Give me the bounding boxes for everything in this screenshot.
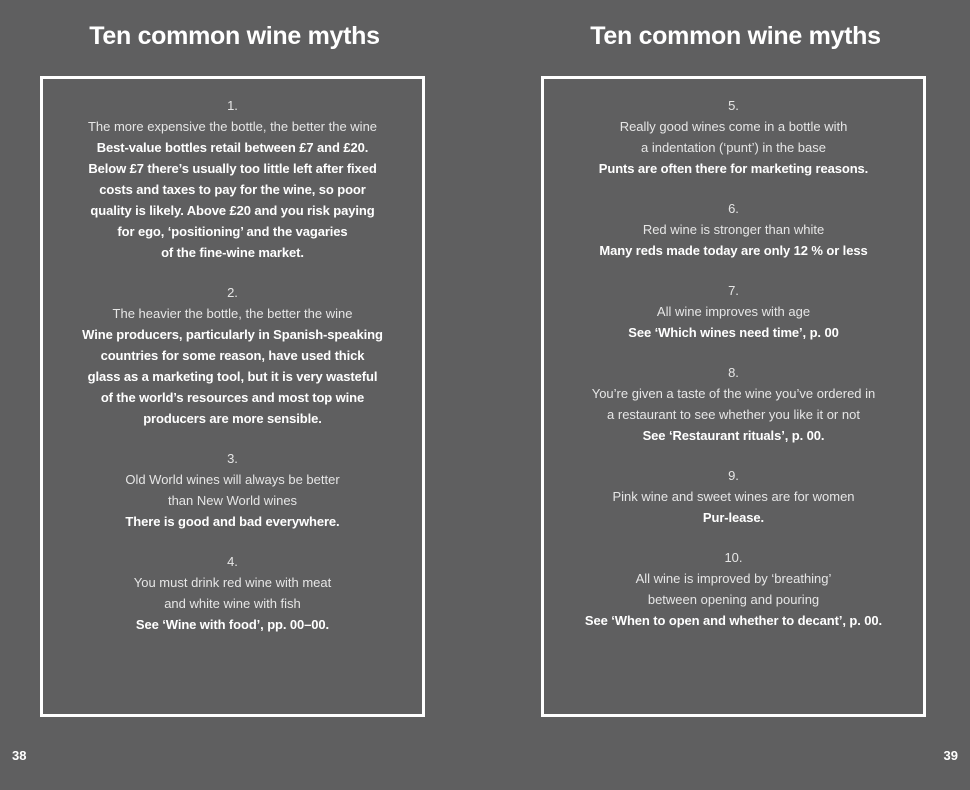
- myths-list: [544, 79, 923, 631]
- myth-number: 1.: [227, 98, 238, 113]
- myth-answer: Pur-lease.: [702, 510, 765, 525]
- myths-frame: [541, 76, 926, 717]
- myth-item: [53, 282, 412, 429]
- myth-number: 2.: [227, 285, 238, 300]
- myth-item: [554, 547, 913, 631]
- page-number: 39: [943, 748, 958, 763]
- myth-item: [53, 448, 412, 532]
- myth-answer: Punts are often there for marketing reasons.: [598, 161, 869, 176]
- myth-answer: Many reds made today are only 12 % or less: [599, 243, 868, 258]
- myth-number: 7.: [728, 283, 739, 298]
- myth-claim: Pink wine and sweet wines are for women: [612, 489, 855, 504]
- myth-number: 9.: [728, 468, 739, 483]
- myth-number: 3.: [227, 451, 238, 466]
- myth-claim: You must drink red wine with meat and white wine with fish: [133, 575, 332, 611]
- myth-number: 10.: [724, 550, 743, 565]
- myth-item: [53, 551, 412, 635]
- myth-answer: See ‘Restaurant rituals’, p. 00.: [642, 428, 825, 443]
- myth-item: [554, 95, 913, 179]
- myth-number: 6.: [728, 201, 739, 216]
- myth-answer: See ‘When to open and whether to decant’, p. 00.: [584, 613, 883, 628]
- page-number: 38: [12, 748, 27, 763]
- myth-claim: Old World wines will always be better than New World wines: [125, 472, 340, 508]
- myth-answer: See ‘Wine with food’, pp. 00–00.: [135, 617, 330, 632]
- myth-number: 8.: [728, 365, 739, 380]
- page-title: Ten common wine myths: [590, 22, 881, 50]
- myth-claim: All wine improves with age: [656, 304, 811, 319]
- myth-item: [554, 362, 913, 446]
- myth-item: [554, 465, 913, 528]
- myth-claim: All wine is improved by ‘breathing’ between opening and pouring: [635, 571, 832, 607]
- myth-answer: There is good and bad everywhere.: [125, 514, 340, 529]
- myth-answer: Wine producers, particularly in Spanish-speaking countries for some reason, have used thick glass as a marketing tool, but it is very wasteful of the world’s resources and most top wine producers are more sensible.: [82, 327, 383, 426]
- page-title: Ten common wine myths: [89, 22, 380, 50]
- myth-claim: You’re given a taste of the wine you’ve ordered in a restaurant to see whether you like it or not: [591, 386, 876, 422]
- myth-claim: The more expensive the bottle, the better the wine: [87, 119, 378, 134]
- myth-item: [554, 198, 913, 261]
- myths-frame: [40, 76, 425, 717]
- myth-claim: Red wine is stronger than white: [642, 222, 825, 237]
- myth-claim: Really good wines come in a bottle with a indentation (‘punt’) in the base: [619, 119, 848, 155]
- myth-item: [554, 280, 913, 343]
- myth-answer: Best-value bottles retail between £7 and £20. Below £7 there’s usually too little left after fixed costs and taxes to pay for the wine, so poor quality is likely. Above £20 and you risk paying for ego, ‘positioning’ and the vagaries of the fine-wine market.: [88, 140, 377, 260]
- myth-answer: See ‘Which wines need time’, p. 00: [628, 325, 839, 340]
- myth-number: 5.: [728, 98, 739, 113]
- myth-claim: The heavier the bottle, the better the wine: [112, 306, 353, 321]
- myths-list: [43, 79, 422, 635]
- myth-number: 4.: [227, 554, 238, 569]
- right-page: [485, 0, 970, 790]
- myth-item: [53, 95, 412, 263]
